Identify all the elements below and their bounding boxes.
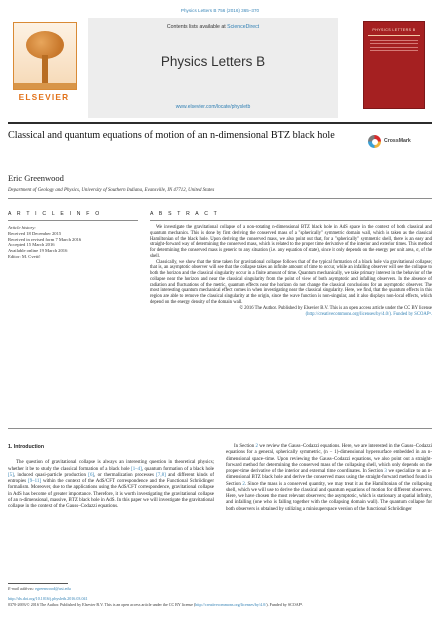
left-column (8, 444, 214, 510)
publisher-name: ELSEVIER (18, 92, 70, 102)
introduction-heading: 1. Introduction (8, 444, 45, 450)
contents-prefix: Contents lists available at (166, 24, 228, 30)
email-label: E-mail address: (8, 586, 36, 591)
crossmark-label: CrossMark (384, 138, 411, 144)
section-ref-link[interactable]: 3 (384, 469, 387, 474)
copyright-line (150, 306, 432, 318)
masthead-banner (88, 18, 338, 118)
copyright-text: © 2016 The Author. Published by Elsevier B.V. This is an open access article under the CC BY license (239, 306, 432, 311)
history-online: Available online 19 March 2016 (8, 248, 68, 254)
journal-reference[interactable]: Physics Letters B 756 (2016) 365–370 (180, 8, 260, 13)
history-revised: Received in revised form 7 March 2016 (8, 236, 82, 242)
journal-cover-image[interactable] (363, 21, 425, 109)
citation-link[interactable]: [1–4] (131, 466, 142, 472)
email-footnote (8, 586, 71, 591)
author-name[interactable]: Eric Greenwood (8, 173, 64, 183)
abstract-heading: A B S T R A C T (150, 211, 219, 217)
abstract-paragraph-2: Classically, we show that the time taken for gravitational collapse follows that of the typical formation of a black hole via gravitational collapse; that is, an asymptotic observer will see that the collapse takes an infinite amount of time to occur, while an infalling observer will see the collapse to both the horizon and the classical singularity occur in a finite amount of time. Quantum mechanically, we take primary interest in the behavior of the collapse near the horizon and near the classical singularity from the point of view of both asymptotic and infalling observers. In the absence of radiation and fluctuations of the metric, quantum effects near the horizon do not change the classical conclusions for an asymptotic observer. The most interesting quantum mechanical effect comes in when investigating near the classical singularity. Here, we find, that the quantum effects in this region are able to remove the classical singularity at the origin, since the wave function is non-singular, and it also displays non-local effects, which depend on the energy density of the domain wall. (150, 259, 432, 305)
citation-link[interactable]: [6] (88, 472, 95, 478)
abstract-bottom-rule (8, 428, 432, 429)
intro-paragraph-1: The question of gravitational collapse is always an interesting question in theoretical physics; whether it be to study the classical formation of a black hole [1–4], quantum formation of a black hole [5], induced quasi-particle production [6], or thermalization processes [7,8] and different kinds of entropies [9–11] within the context of the AdS/CFT correspondence and the Functional Schrödinger formalism. Moreover, due to the applications using the AdS/CFT correspondence, gravitational collapse in AdS has become of greater importance. Therefore, it is worth investigating the gravitational collapse of an n-dimensional, massive, BTZ black hole in AdS. In this paper we will investigate the gravitational collapse in the context of the Gauss–Codazzi equations. (8, 460, 214, 509)
journal-masthead (8, 18, 432, 119)
header-divider (8, 122, 432, 124)
right-column (226, 444, 432, 513)
history-title: Article history: (8, 225, 36, 230)
crossmark-badge[interactable] (368, 134, 428, 150)
article-history (8, 225, 138, 260)
journal-homepage-link[interactable]: www.elsevier.com/locate/physletb (175, 104, 251, 110)
history-editor: Editor: M. Cvetič (8, 253, 41, 259)
elsevier-tree-icon (13, 22, 77, 90)
email-link[interactable]: egreenwood@usi.edu (35, 586, 71, 591)
license-footer: 0370-2693/© 2016 The Author. Published by Elsevier B.V. This is an open access article under the CC BY license (http://creativecommons.org/licenses/by/4.0/). Funded by SCOAP³. (8, 602, 304, 607)
history-accepted: Accepted 15 March 2016 (8, 242, 55, 248)
contents-line (88, 24, 338, 30)
abstract-body (150, 225, 432, 318)
section-divider (8, 198, 432, 199)
citation-link[interactable]: [9–11] (28, 479, 42, 484)
section-ref-link[interactable]: 2 (255, 444, 258, 449)
author-affiliation: Department of Geology and Physics, University of Southern Indiana, Evansville, IN 47712, United States (8, 188, 215, 193)
intro-paragraph-2: In Section 2 we review the Gauss–Codazzi equations. Here, we are interested in the Gauss–Codazzi equations for a general, spherically symmetric, (n − 1)-dimensional hypersurface embedded in an n-dimensional space–time. Upon reviewing the Gauss–Codazzi equations, we also point out a straight-forward method for determining the conserved mass of the collapsing shell, which only depends on the proper-time derivative of the interior and external time coordinates. In Section 3 we specialize to an n-dimensional BTZ black hole and derive the conserved mass using the straight-forward method found in Section 2. Since the mass is a conserved quantity, we may treat it as the Hamiltonian of the collapsing shell, which we will use to derive the classical and quantum equations of motion for different observers. Here, we have chosen the most relevant observers; the asymptotic, which is stationary at spatial infinity, and infalling (one who is falling together with the collapsing domain wall). The quantum collapse for both observers is obtained by utilizing a minisuperspace version of the functional Schrödinger (226, 444, 432, 512)
article-info-heading: A R T I C L E I N F O (8, 211, 102, 217)
sciencedirect-link[interactable]: ScienceDirect (227, 24, 260, 30)
doi-link[interactable]: http://dx.doi.org/10.1016/j.physletb.2016.03.041 (8, 596, 88, 601)
journal-homepage (88, 104, 338, 110)
journal-title[interactable]: Physics Letters B (160, 54, 266, 69)
abstract-paragraph-1: We investigate the gravitational collapse of a non-rotating n-dimensional BTZ black hole in AdS space in the context of both classical and quantum mechanics. This is done by first deriving the conserved mass of a "spherically" symmetric domain wall, which is taken as the classical Hamiltonian of the black hole. Upon deriving the conserved mass, we also point out that, for a "spherically" symmetric shell, there is an easy and straight-forward way of determining the conserved mass, which is related to the proper time derivative of the interior and exterior times. This method for determining the conserved mass is generic to any situation (i.e. any equation of state), since it only depends on the energy per unit area, σ, of the shell. (150, 225, 432, 259)
history-received: Received 18 December 2015 (8, 230, 62, 236)
elsevier-logo[interactable] (10, 22, 78, 104)
citation-link[interactable]: [5] (8, 472, 14, 478)
section-ref-link[interactable]: 2 (242, 481, 245, 487)
article-info-rule (8, 220, 138, 221)
abstract-rule (150, 220, 432, 221)
license-link[interactable]: (http://creativecommons.org/licenses/by/4.0/). Funded by SCOAP³. (305, 311, 432, 317)
cover-title: PHYSICS LETTERS B (372, 28, 416, 32)
citation-link[interactable]: [7,8] (156, 472, 166, 478)
paper-title: Classical and quantum equations of motion of an n-dimensional BTZ black hole (8, 130, 335, 141)
license-footer-link[interactable]: http://creativecommons.org/licenses/by/4.0/ (195, 602, 267, 607)
